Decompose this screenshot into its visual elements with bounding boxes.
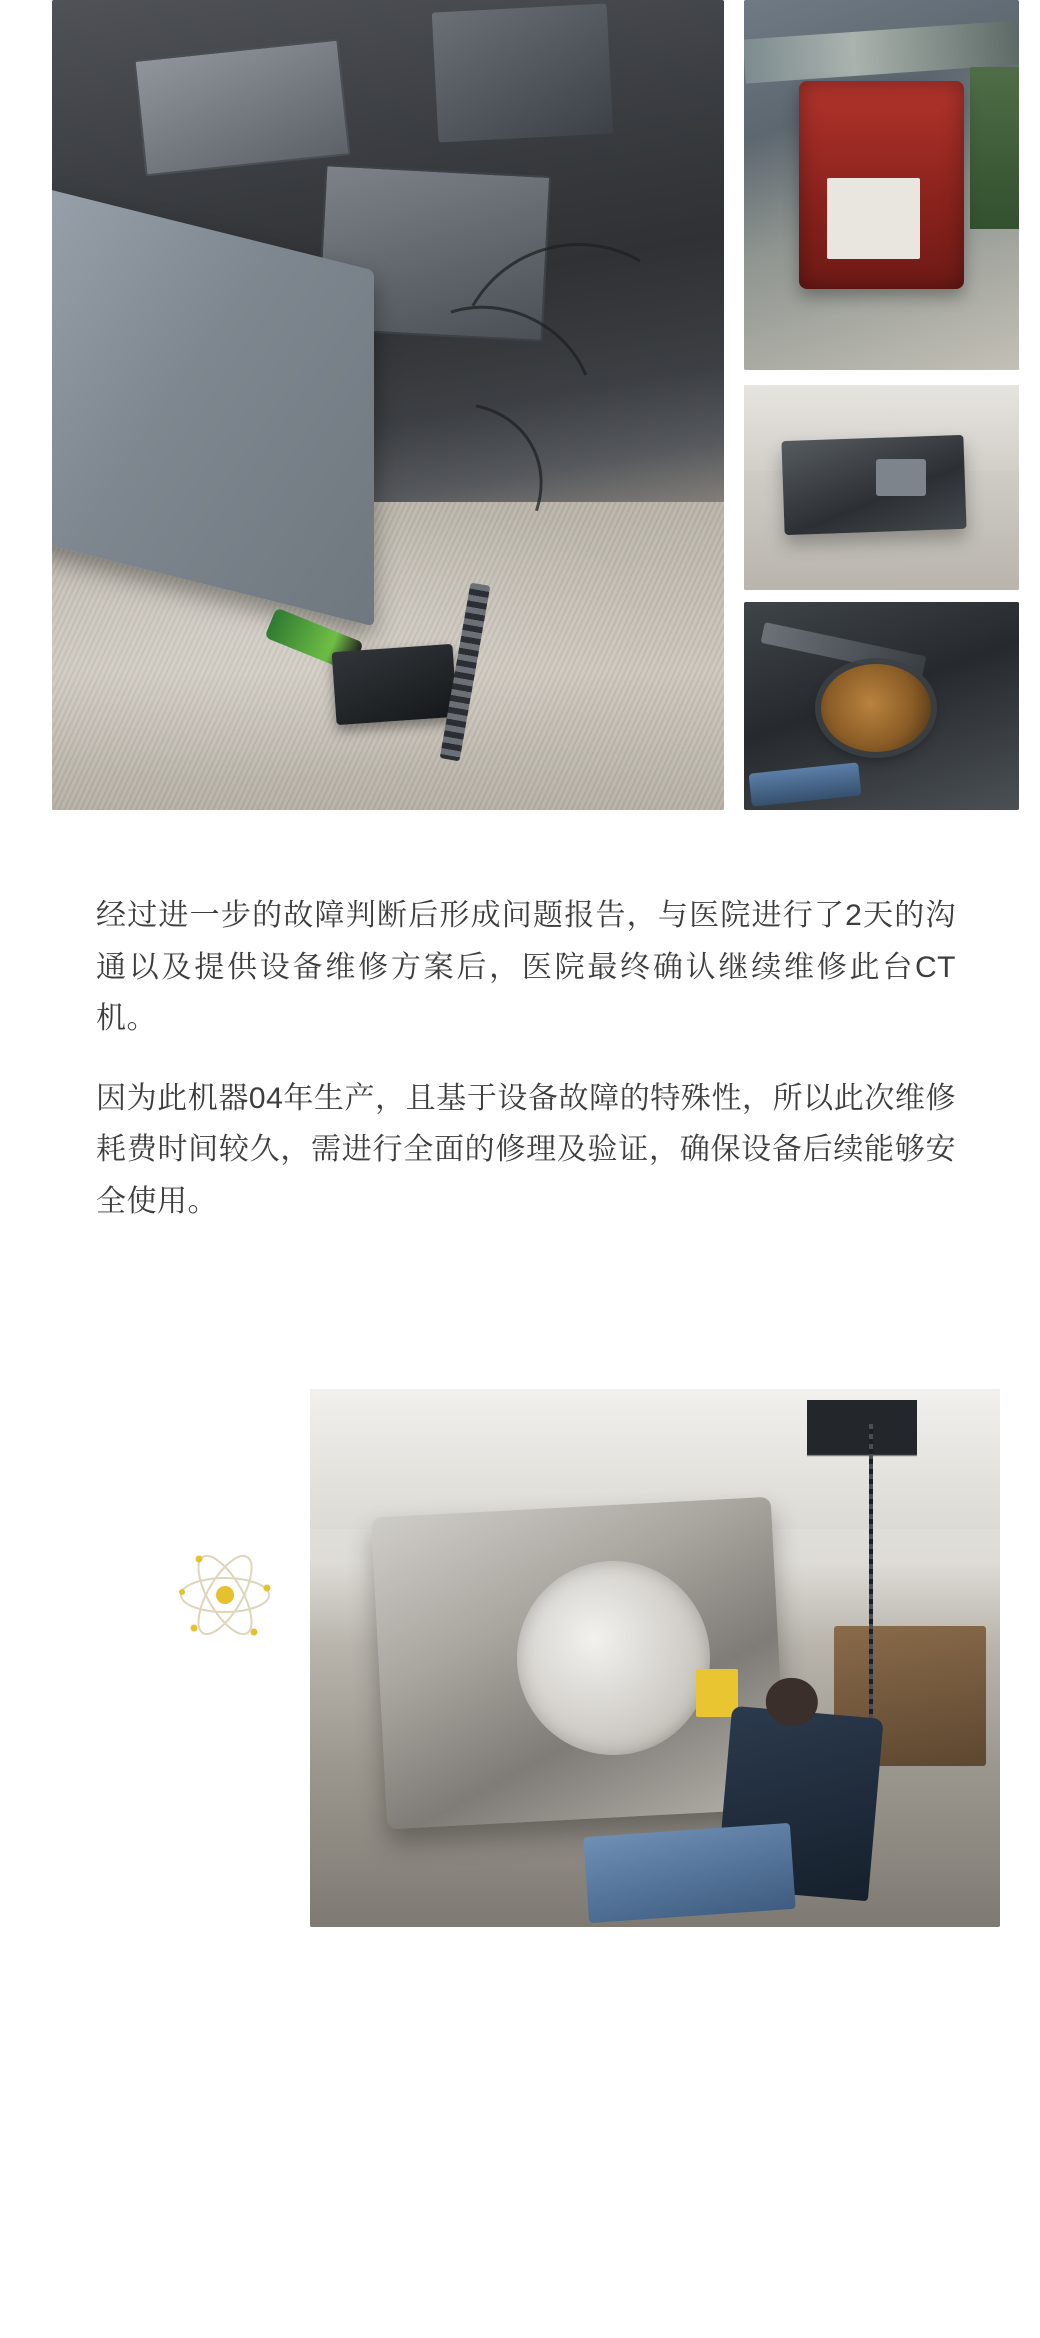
gallery-image-right-2[interactable]	[744, 385, 1019, 590]
gallery-image-right-3[interactable]	[744, 602, 1019, 810]
photo-artwork	[310, 1389, 1000, 1927]
gallery-image-right-1[interactable]	[744, 0, 1019, 370]
photo-detail-blue-sheet	[583, 1823, 796, 1923]
gallery-image-main[interactable]	[52, 0, 724, 810]
photo-detail-hoist	[807, 1400, 917, 1647]
atom-icon	[170, 1540, 280, 1650]
photo-detail-green-board	[970, 67, 1020, 230]
photo-artwork	[744, 385, 1019, 590]
photo-detail-gear	[821, 664, 931, 751]
photo-detail-machine	[781, 435, 966, 536]
photo-detail-box-3	[432, 4, 613, 143]
photo-artwork	[52, 0, 724, 810]
photo-artwork	[744, 0, 1019, 370]
photo-detail-label	[827, 178, 921, 259]
photo-gallery	[52, 0, 1012, 810]
photo-artwork	[744, 602, 1019, 810]
photo-detail-module	[876, 459, 926, 496]
photo-detail-yellow-box	[696, 1669, 737, 1717]
paragraph-1: 经过进一步的故障判断后形成问题报告，与医院进行了2天的沟通以及提供设备维修方案后，医院最终确认继续维修此台CT机。	[96, 899, 956, 1036]
photo-detail-box-1	[134, 38, 351, 176]
paragraph-2: 因为此机器04年生产，且基于设备故障的特殊性，所以此次维修耗费时间较久，需进行全面的修理及验证，确保设备后续能够安全使用。	[96, 1081, 956, 1218]
article-body	[96, 890, 956, 1256]
article-image-bottom[interactable]	[310, 1389, 1000, 1927]
photo-detail-bore	[517, 1561, 710, 1755]
photo-detail-tool-case	[332, 644, 458, 725]
photo-detail-blue-wrap	[748, 763, 861, 808]
